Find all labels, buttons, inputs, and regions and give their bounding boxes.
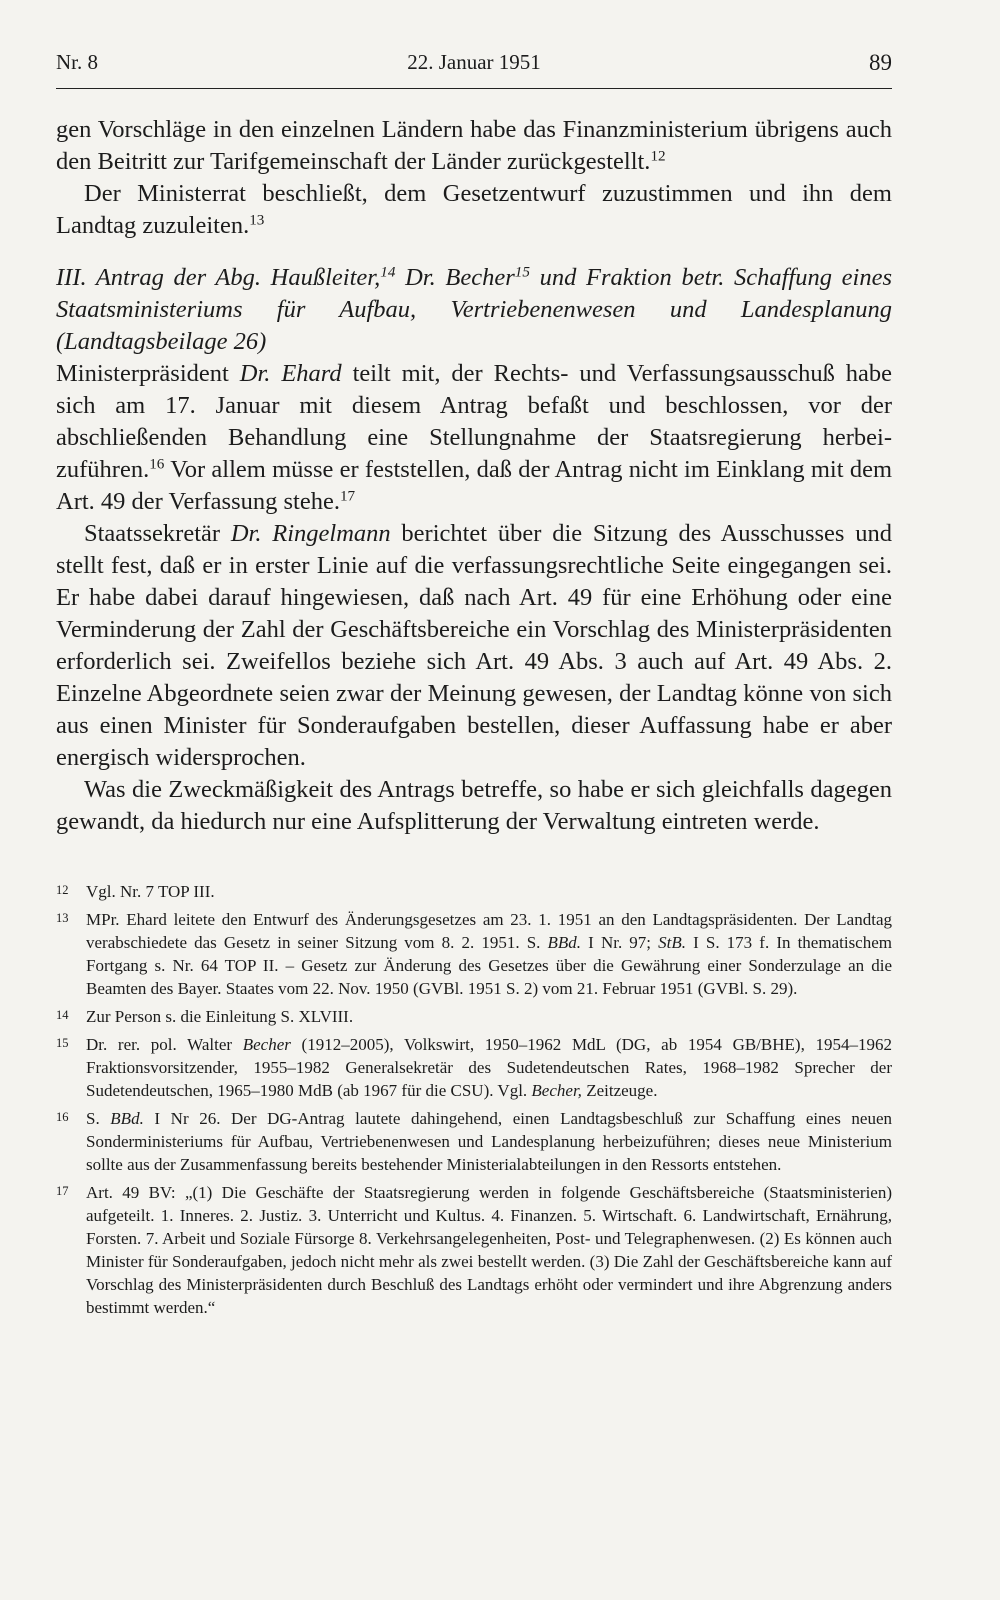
footnote-17: 17 Art. 49 BV: „(1) Die Geschäfte der Staatsregierung werden in folgende Geschäftsbereiche (Staatsministerien) aufgeteilt. 1. Inneres. 2. Justiz. 3. Unterricht und Kultus. 4. Finanzen. 5. Wirtschaft. 6. Landwirtschaft, Ernährung, Forsten. 7. Arbeit und Soziale Fürsorge 8. Verkehrsangelegenheiten, Post- und Telegraphenwesen. (2) Es können auch Minister für Sonderaufgaben, jedoch nicht mehr als zwei bestellt werden. (3) Die Zahl der Geschäftsbereiche kann auf Vorschlag des Ministerpräsidenten durch Beschluß des Landtags erhöht oder vermindert und ihre Abgrenzung anders bestimmt werden.“ bbox=[56, 1181, 892, 1319]
person-name: Dr. Ehard bbox=[239, 360, 342, 387]
footnote-number: 12 bbox=[56, 883, 69, 897]
footnote-number: 16 bbox=[56, 1110, 69, 1124]
paragraph-ringelmann: Staatssekretär Dr. Ringelmann berichtet über die Sitzung des Ausschusses und stellt fest, daß er in erster Linie auf die verfassungsrechtliche Seite eingegangen sei. Er habe dabei darauf hingewiesen, daß nach Art. 49 für eine Erhöhung oder eine Verminderung der Zahl der Geschäftsbereiche ein Vorschlag des Ministerpräsidenten erforderlich sei. Zweifellos beziehe sich Art. 49 Abs. 3 auch auf Art. 49 Abs. 2. Einzelne Abgeordnete seien zwar der Meinung gewesen, der Landtag könne von sich aus einen Minister für Sonderaufgaben bestellen, dieser Auffassung habe er aber energisch widersprochen. bbox=[56, 520, 892, 771]
footnote-ref[interactable]: 17 bbox=[339, 487, 356, 505]
footnote-ref[interactable]: 12 bbox=[650, 147, 666, 165]
footnote-number: 17 bbox=[56, 1184, 69, 1198]
person-name: Dr. Ringelmann bbox=[230, 520, 391, 547]
paragraph-zweckmaessigkeit: Was die Zweckmäßigkeit des Antrags betreffe, so habe er sich gleichfalls dagegen gewandt, da hiedurch nur eine Aufsplitterung der Verwaltung eintreten werde. bbox=[56, 776, 892, 835]
header-date: 22. Januar 1951 bbox=[407, 50, 541, 74]
footnote-ref[interactable]: 14 bbox=[380, 263, 396, 281]
footnote-13: 13 MPr. Ehard leitete den Entwurf des Änderungsgesetzes am 23. 1. 1951 an den Landtagspräsidenten. Der Landtag verabschiedete das Gesetz in seiner Sitzung vom 8. 2. 1951. S. BBd. I Nr. 97; StB. I S. 173 f. In thematischem Fortgang s. Nr. 64 TOP II. – Gesetz zur Änderung des Gesetzes über die Gewährung einer Sonderzulage an die Beamten des Bayer. Staates vom 22. Nov. 1950 (GVBl. 1951 S. 2) vom 21. Februar 1951 (GVBl. S. 29). bbox=[56, 908, 892, 1000]
footnote-number: 14 bbox=[56, 1008, 69, 1022]
issue-number: Nr. 8 bbox=[56, 50, 98, 74]
page-number: 89 bbox=[869, 50, 892, 75]
agenda-item-heading: III. Antrag der Abg. Haußleiter,$^{14}$ Dr. Becher$^{15}$ und Fraktion betr. Schaffung eines Staatsministeriums für Aufbau, Vertriebenenwesen und Landesplanung (Landtagsbeilage 26) bbox=[56, 263, 892, 355]
paragraph-continuation: gen Vorschläge in den einzelnen Ländern habe das Finanzministerium übrigens auch den Beitritt zur Tarifgemeinschaft der Länder zurückgestellt.$^{12}$ bbox=[56, 116, 892, 175]
running-header bbox=[56, 50, 892, 84]
footnote-ref[interactable]: 15 bbox=[514, 263, 530, 281]
footnote-number: 13 bbox=[56, 911, 69, 925]
main-text bbox=[56, 114, 892, 838]
footnote-ref[interactable]: 13 bbox=[249, 211, 265, 229]
paragraph-resolution: Der Ministerrat beschließt, dem Gesetzentwurf zuzustimmen und ihn dem Landtag zuzuleiten.$^{13}$ bbox=[56, 180, 892, 239]
footnote-ref[interactable]: 16 bbox=[149, 455, 165, 473]
paragraph-ehard: Ministerpräsident Dr. Ehard teilt mit, der Rechts- und Verfassungsausschuß habe sich am 17. Januar mit diesem Antrag befaßt und beschlossen, vor der abschließenden Behandlung eine Stellungnahme der Staatsregierung herbeizuführen.$^{16}$ Vor allem müsse er feststellen, daß der Antrag nicht im Einklang mit dem Art. 49 der Verfassung stehe.$^{17}$ bbox=[56, 360, 893, 515]
footnote-15: 15 Dr. rer. pol. Walter Becher (1912–2005), Volkswirt, 1950–1962 MdL (DG, ab 1954 GB/BHE), 1954–1962 Fraktionsvorsitzender, 1955–1982 Generalsekretär des Sudetendeutschen Rates, 1968–1982 Sprecher der Sudetendeutschen, 1965–1980 MdB (ab 1967 für die CSU). Vgl. Becher, Zeitzeuge. bbox=[56, 1033, 892, 1102]
footnote-16: 16 S. BBd. I Nr 26. Der DG-Antrag lautete dahingehend, einen Landtagsbeschluß zur Schaffung eines neuen Sonderministeriums für Aufbau, Vertriebenenwesen und Landesplanung herbeizuführen; dieses neue Ministerium sollte aus der Zusammenfassung bereits bestehender Ministerialabteilungen in den Ressorts entstehen. bbox=[56, 1107, 892, 1176]
footnote-14: 14 Zur Person s. die Einleitung S. XLVIII. bbox=[56, 1005, 892, 1028]
footnote-number: 15 bbox=[56, 1036, 69, 1050]
header-rule bbox=[56, 88, 892, 89]
footnotes bbox=[56, 880, 892, 1324]
footnote-12: 12 Vgl. Nr. 7 TOP III. bbox=[56, 880, 892, 903]
